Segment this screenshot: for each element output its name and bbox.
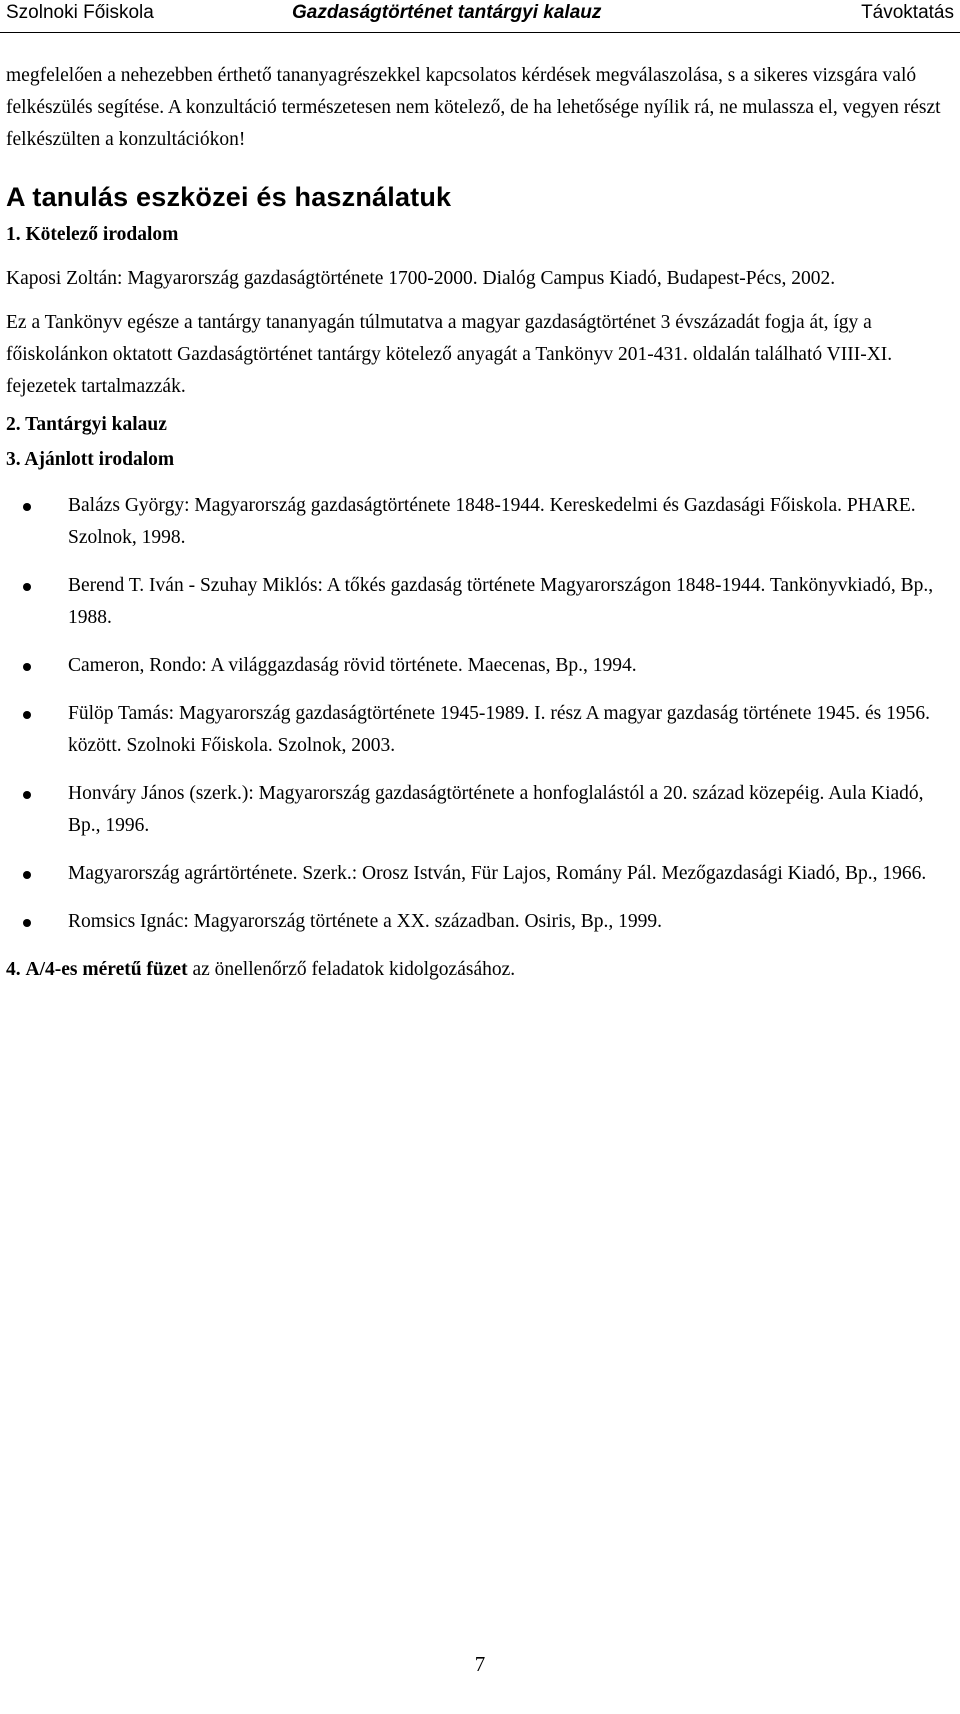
- reference-text: Berend T. Iván - Szuhay Miklós: A tőkés gazdaság története Magyarországon 1848-1944. Tankönyvkiadó, Bp., 1988.: [68, 575, 934, 628]
- course-guide-heading: 2. Tantárgyi kalauz: [6, 414, 167, 435]
- reference-text: Honváry János (szerk.): Magyarország gazdaságtörténete a honfoglalástól a 20. század közepéig. Aula Kiadó, Bp., 1996.: [68, 783, 924, 836]
- reference-text: Magyarország agrártörténete. Szerk.: Orosz István, Für Lajos, Romány Pál. Mezőgazdasági Kiadó, Bp., 1966.: [68, 863, 927, 884]
- header-institution: Szolnoki Főiskola: [6, 2, 154, 23]
- intro-paragraph: megfelelően a nehezebben érthető tananyagrészekkel kapcsolatos kérdések megválaszolása, s a sikeres vizsgára való felkészülés segítése. A konzultáció természetesen nem kötelező, de ha lehetősége nyílik rá, ne mulassza el, vegyen részt felkészülten a konzultációkon!: [6, 65, 941, 150]
- list-item: [6, 650, 946, 682]
- list-item: [6, 570, 946, 634]
- list-item: [6, 490, 946, 554]
- bullet-icon: [23, 791, 31, 799]
- workbook-note: [6, 954, 946, 986]
- bullet-icon: [23, 711, 31, 719]
- list-item: [6, 778, 946, 842]
- bullet-icon: [23, 583, 31, 591]
- workbook-bold-text: A/4-es méretű füzet: [25, 959, 188, 980]
- bullet-icon: [23, 663, 31, 671]
- recommended-literature-heading: 3. Ajánlott irodalom: [6, 449, 175, 470]
- mandatory-description: Ez a Tankönyv egésze a tantárgy tananyagán túlmutatva a magyar gazdaságtörténet 3 évszázadát fogja át, így a főiskolánkon oktatott Gazdaságtörténet tantárgy kötelező anyagát a Tankönyv 201-431. oldalán található VIII-XI. fejezetek tartalmazzák.: [6, 312, 893, 397]
- bullet-icon: [23, 503, 31, 511]
- page-body: [6, 60, 946, 986]
- mandatory-literature-heading: 1. Kötelező irodalom: [6, 224, 179, 245]
- header-mode: Távoktatás: [861, 2, 954, 23]
- reference-text: Romsics Ignác: Magyarország története a XX. században. Osiris, Bp., 1999.: [68, 911, 663, 932]
- reference-text: Balázs György: Magyarország gazdaságtörténete 1848-1944. Kereskedelmi és Gazdasági Főiskola. PHARE. Szolnok, 1998.: [68, 495, 916, 548]
- bullet-icon: [23, 919, 31, 927]
- recommended-literature-list: [6, 490, 946, 938]
- list-item: [6, 698, 946, 762]
- reference-text: Cameron, Rondo: A világgazdaság rövid története. Maecenas, Bp., 1994.: [68, 655, 637, 676]
- section-title: A tanulás eszközei és használatuk: [6, 182, 452, 212]
- workbook-rest-text: az önellenőrző feladatok kidolgozásához.: [192, 959, 516, 980]
- mandatory-book: Kaposi Zoltán: Magyarország gazdaságtörténete 1700-2000. Dialóg Campus Kiadó, Budapest-Pécs, 2002.: [6, 268, 836, 289]
- reference-text: Fülöp Tamás: Magyarország gazdaságtörténete 1945-1989. I. rész A magyar gazdaság története 1945. és 1956. között. Szolnoki Főiskola. Szolnok, 2003.: [68, 703, 930, 756]
- bullet-icon: [23, 871, 31, 879]
- list-item: [6, 858, 946, 890]
- page-number: 7: [474, 1652, 486, 1676]
- workbook-number: 4.: [6, 959, 21, 980]
- list-item: [6, 906, 946, 938]
- header-divider: [0, 32, 960, 33]
- page-header: [0, 0, 960, 32]
- header-course-title: Gazdaságtörténet tantárgyi kalauz: [292, 2, 602, 23]
